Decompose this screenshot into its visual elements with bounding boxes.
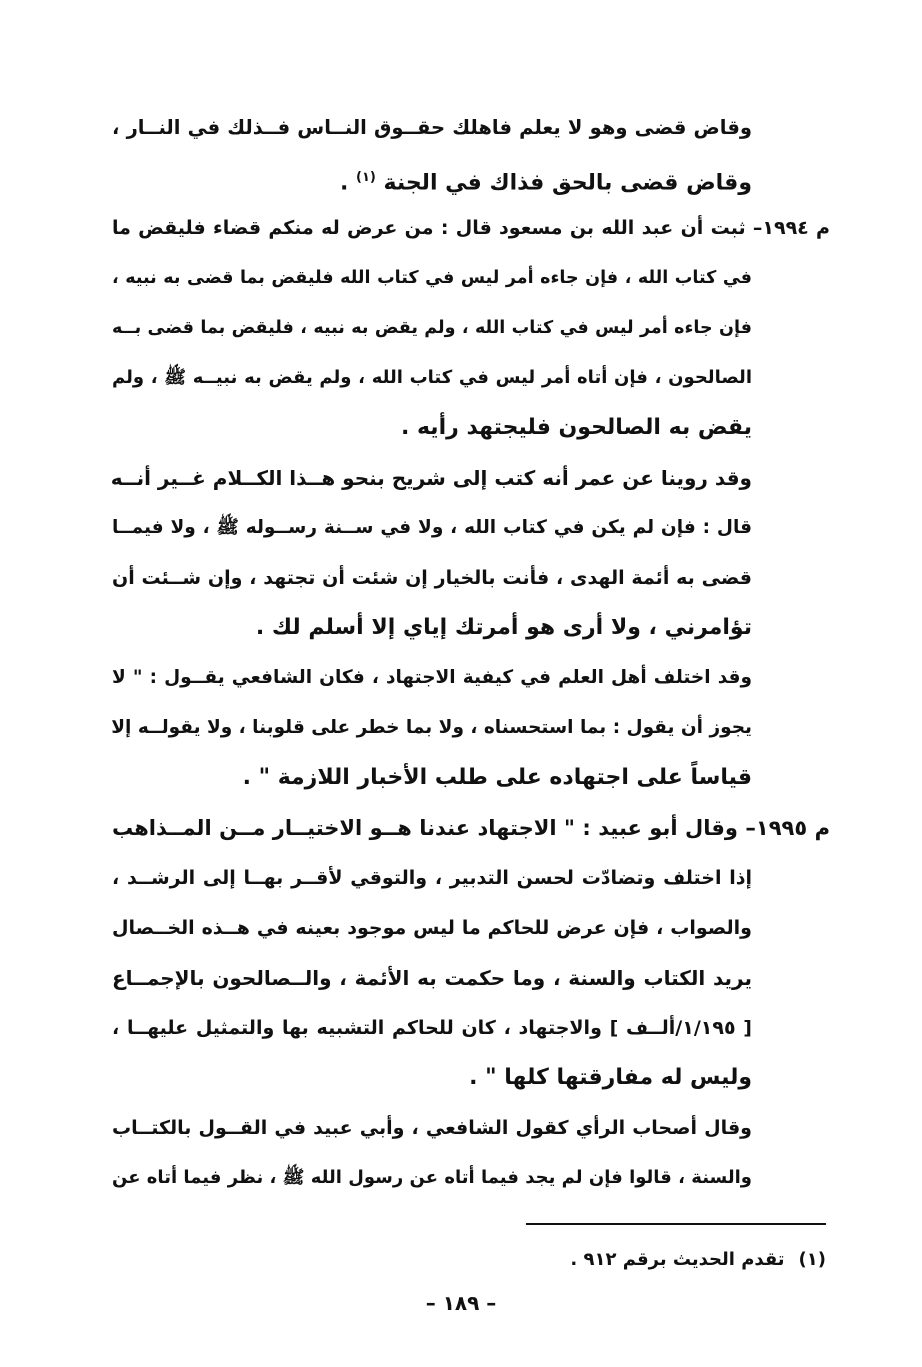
text-line: قياساً على اجتهاده على طلب الأخبار اللازمة " .	[242, 765, 752, 790]
text-line: والسنة ، قالوا فإن لم يجد فيما أتاه عن رسول الله ﷺ ، نظر فيما أتاه عن	[112, 1167, 752, 1188]
text-line: فإن جاءه أمر ليس في كتاب الله ، ولم يقض به نبيه ، فليقض بما قضى بــه	[112, 318, 752, 338]
text-line: يقض به الصالحون فليجتهد رأيه .	[400, 415, 752, 440]
text-line: يريد الكتاب والسنة ، وما حكمت به الأئمة ، والــصالحون بالإجمــاع	[112, 966, 752, 990]
numbered-entry-line: م ١٩٩٥– وقال أبو عبيد : " الاجتهاد عندنا هــو الاختيــار مــن المــذاهب	[112, 816, 830, 840]
text-line: قضى به أئمة الهدى ، فأنت بالخيار إن شئت أن تجتهد ، وإن شــئت أن	[112, 567, 752, 589]
text-line: الصالحون ، فإن أتاه أمر ليس في كتاب الله ، ولم يقض به نبيــه ﷺ ، ولم	[112, 367, 752, 388]
text-line: تؤامرني ، ولا أرى هو أمرتك إياي إلا أسلم لك .	[255, 615, 752, 640]
text-line: يجوز أن يقول : بما استحسناه ، ولا بما خطر على قلوبنا ، ولا يقولــه إلا	[111, 717, 752, 738]
text-line: والصواب ، فإن عرض للحاكم ما ليس موجود بعينه في هــذه الخــصال	[112, 917, 752, 939]
footnote-number: (١)	[798, 1249, 826, 1270]
text-line-content: وقاض قضى بالحق فذاك في الجنة	[383, 170, 752, 196]
text-line: قال : فإن لم يكن في كتاب الله ، ولا في ســنة رســوله ﷺ ، ولا فيمــا	[112, 517, 752, 538]
text-line: وقال أصحاب الرأي كقول الشافعي ، وأبي عبيد في القــول بالكتــاب	[112, 1117, 752, 1139]
page-number-text: – ١٨٩ –	[425, 1291, 497, 1315]
text-line: وقد اختلف أهل العلم في كيفية الاجتهاد ، فكان الشافعي يقــول : " لا	[112, 667, 752, 688]
footnote-marker: (١)	[355, 170, 376, 185]
text-line: [ ١/١٩٥/ألــف ] والاجتهاد ، كان للحاكم التشبيه بها والتمثيل عليهــا ،	[112, 1017, 752, 1039]
numbered-entry-line: م ١٩٩٤– ثبت أن عبد الله بن مسعود قال : من عرض له منكم قضاء فليقض ما	[112, 217, 830, 239]
footnote	[426, 1247, 826, 1273]
page-number	[0, 1290, 922, 1316]
text-line: إذا اختلف وتضادّت لحسن التدبير ، والتوقي لأقــر بهــا إلى الرشــد ،	[112, 867, 752, 889]
text-line-end: .	[339, 170, 349, 196]
text-line: في كتاب الله ، فإن جاءه أمر ليس في كتاب الله فليقض بما قضى به نبيه ،	[112, 268, 752, 288]
footnote-separator	[526, 1223, 826, 1225]
text-line: وليس له مفارقتها كلها " .	[469, 1065, 752, 1090]
text-line	[112, 163, 752, 198]
text-line: وقد روينا عن عمر أنه كتب إلى شريح بنحو هــذا الكــلام غــير أنــه	[110, 466, 752, 490]
footnote-text: تقدم الحديث برقم ٩١٢ .	[570, 1249, 785, 1270]
text-line: وقاض قضى وهو لا يعلم فاهلك حقــوق النــاس فــذلك في النــار ،	[112, 116, 752, 139]
